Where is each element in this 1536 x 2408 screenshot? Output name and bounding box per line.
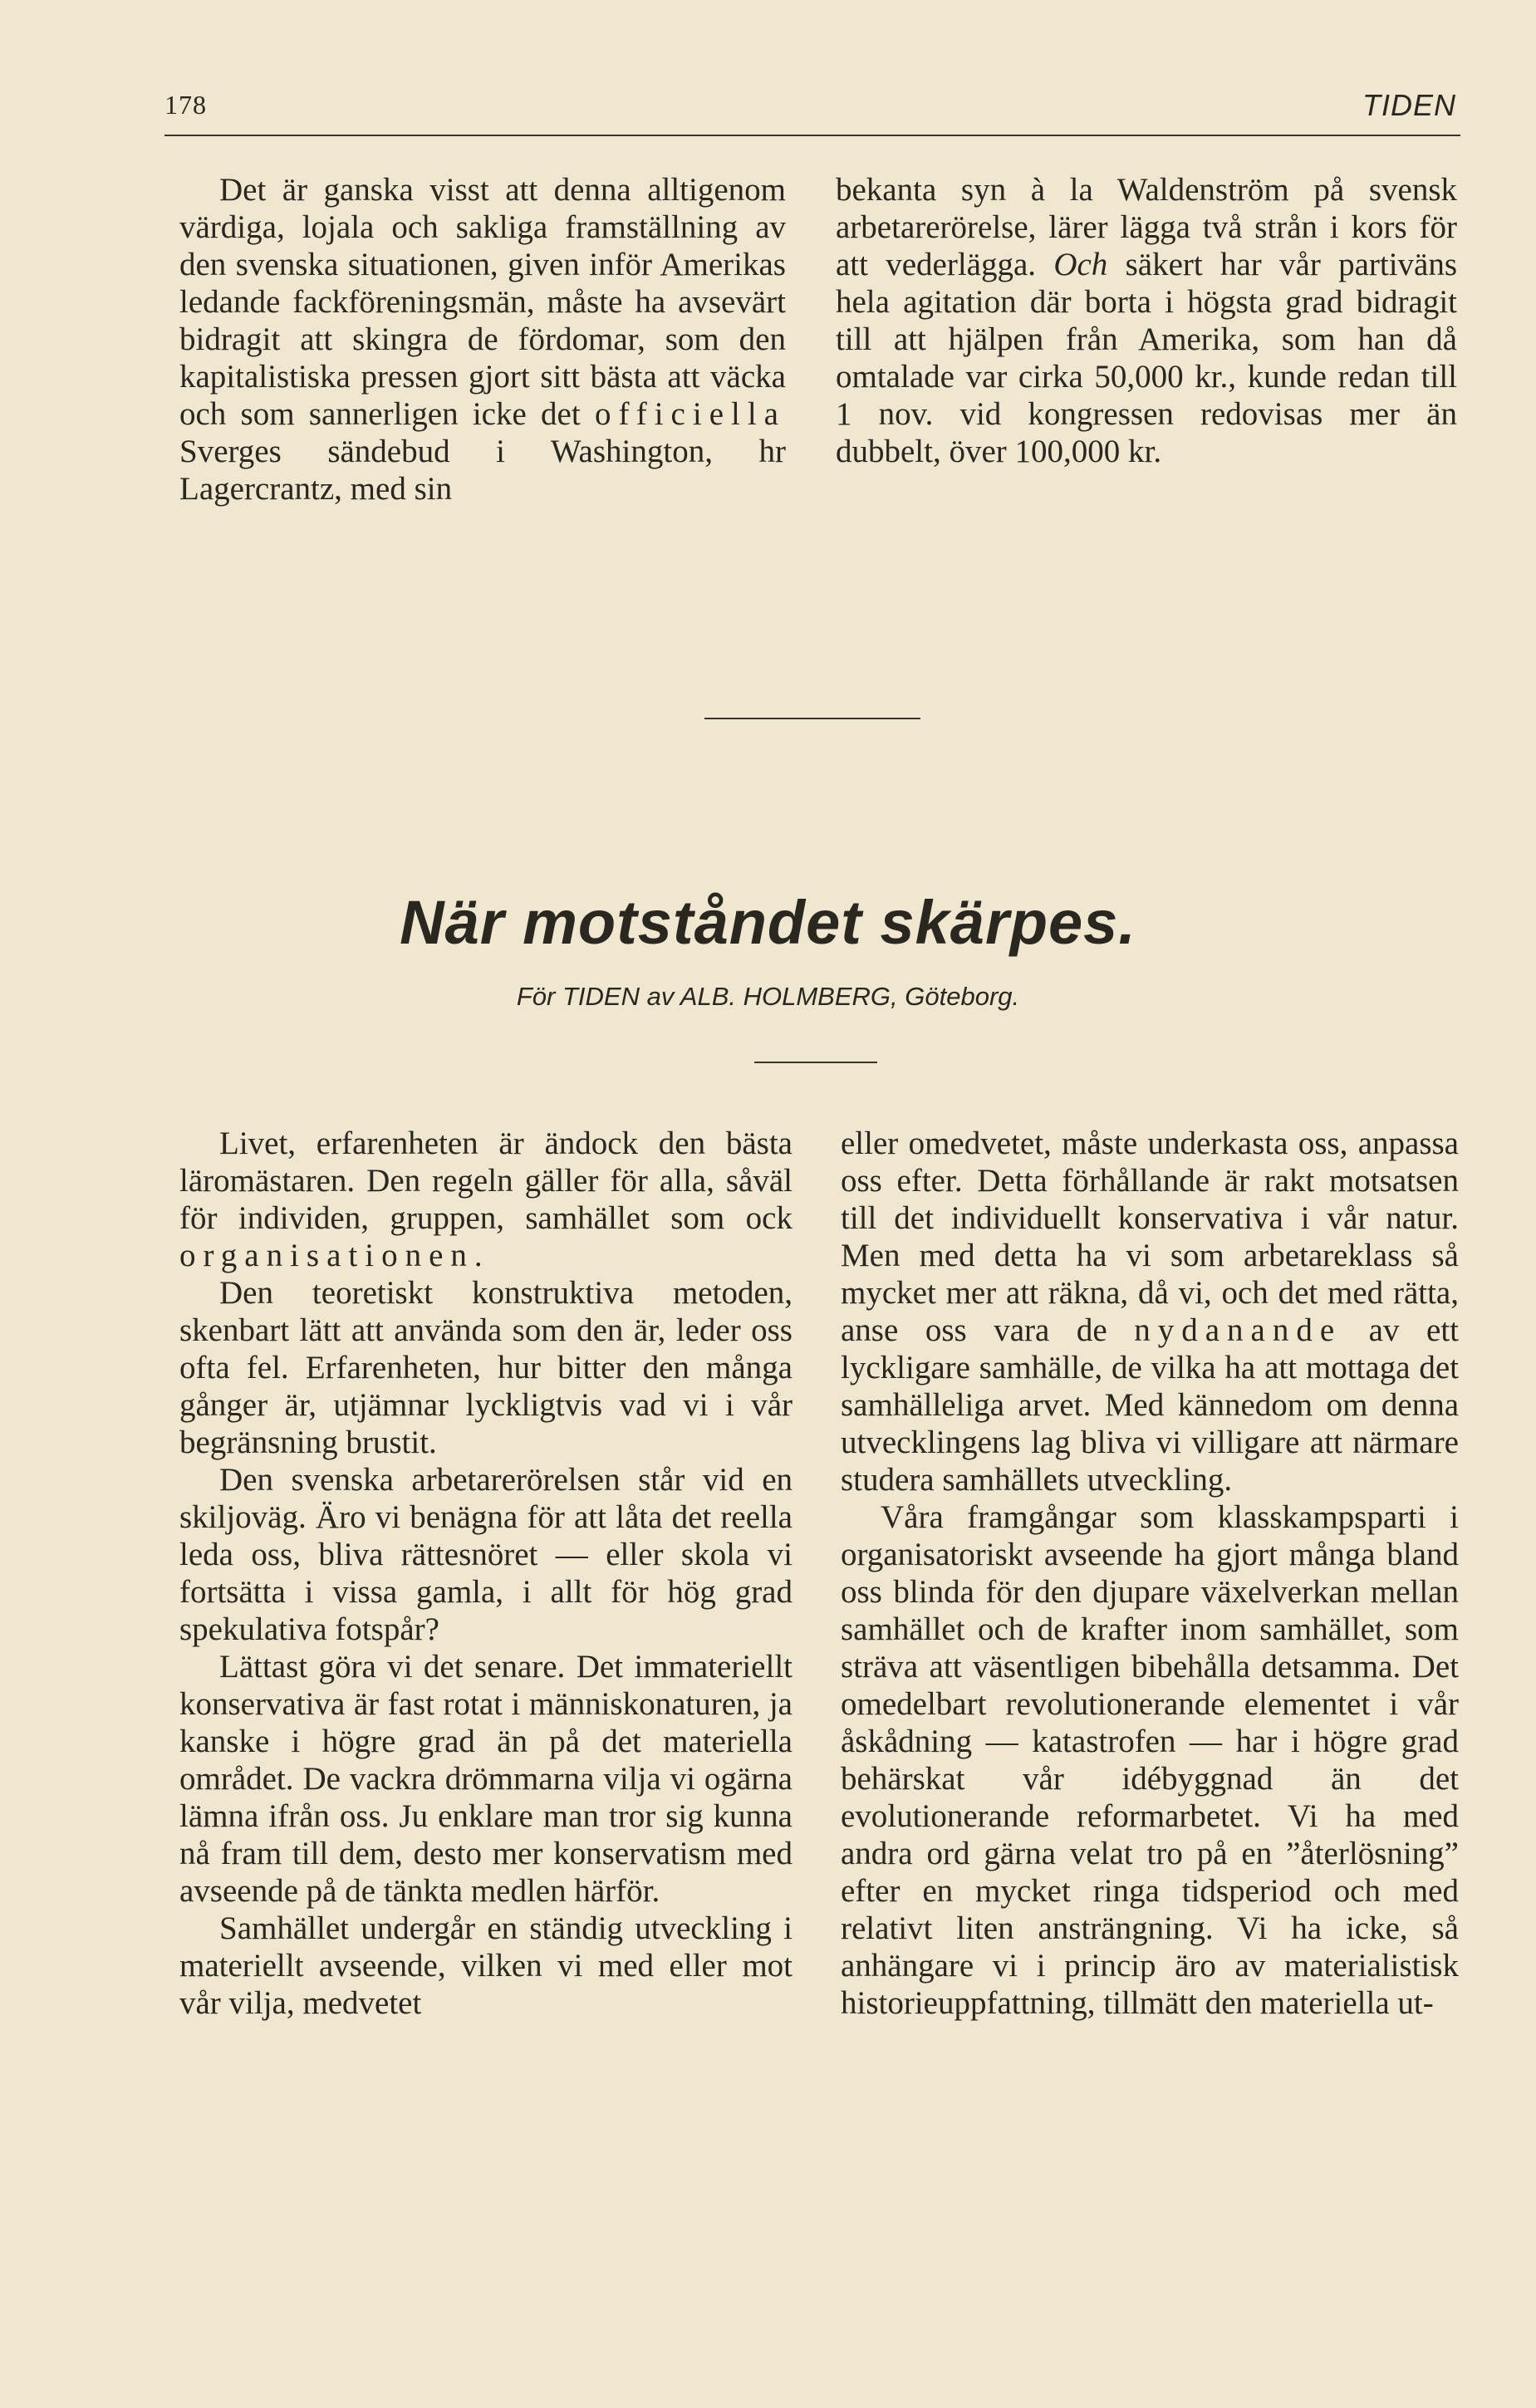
paragraph: Våra framgångar som klasskampsparti i organisatoriskt avseende ha gjort många bland oss blinda för den djupare växelverkan mellan samhället och de krafter inom samhället, som sträva att väsentligen bibehålla detsamma. Det omedelbart revolutionerande elementet i vår åskådning — katastrofen — har i högre grad behärskat vår idébyggnad än det evolutionerande reformarbetet. Vi ha med andra ord gärna velat tro på en ”återlösning” efter en mycket ringa tidsperiod och med relativt liten ansträngning. Vi ha icke, så anhängare vi i princip äro av materialistisk historieuppfattning, tillmätt den materiella ut-	[841, 1499, 1459, 2021]
previous-article-text: bekanta syn à la Waldenström på svensk arbetarerörelse, lärer lägga två strån i kors för att vederlägga.	[836, 172, 1457, 282]
page-number: 178	[164, 90, 207, 120]
article-left-column	[179, 1125, 793, 2022]
paragraph-text: Livet, erfarenheten är ändock den bästa läromästaren. Den regeln gäller för alla, såväl för individen, gruppen, samhället som ock	[179, 1126, 793, 1236]
article-byline: För TIDEN av ALB. HOLMBERG, Göteborg.	[516, 982, 1020, 1011]
paragraph	[841, 1125, 1459, 1498]
previous-article-paragraph	[179, 171, 786, 508]
emphasis-text: nydanande	[1134, 1312, 1342, 1348]
paragraph-text-end: av ett lyckligare samhälle, de vilka ha att mottaga det samhälleliga arvet. Med kännedom om denna utvecklingens lag bliva vi villigare att närmare studera samhällets utveckling.	[841, 1312, 1459, 1498]
header-rule	[164, 135, 1460, 136]
running-title: TIDEN	[1362, 88, 1456, 122]
article-title: När motståndet skärpes.	[400, 888, 1136, 957]
article-right-column	[841, 1125, 1459, 2022]
paragraph: Lättast göra vi det senare. Det immateriellt konservativa är fast rotat i människonaturen, ja kanske i högre grad än på det materiella området. De vackra drömmarna vilja vi ogärna lämna ifrån oss. Ju enklare man tror sig kunna nå fram till dem, desto mer konservatism med avseende på de tänkta medlen härför.	[179, 1649, 793, 1909]
title-divider	[754, 1062, 877, 1063]
paragraph: Den svenska arbetarerörelsen står vid en skiljoväg. Äro vi benägna för att låta det reella leda oss, bliva rättesnöret — eller skola vi fortsätta i vissa gamla, i allt för hög grad spekulativa fotspår?	[179, 1462, 793, 1647]
section-divider	[704, 718, 920, 719]
previous-article-text-end: säkert har vår partiväns hela agitation där borta i högsta grad bidragit till att hjälpen från Amerika, som han då omtalade var cirka 50,000 kr., kunde redan till 1 nov. vid kongressen redovisas mer än dubbelt, över 100,000 kr.	[836, 247, 1458, 469]
previous-article-right-column	[836, 171, 1457, 470]
previous-article-left-column	[179, 171, 786, 508]
paragraph: Den teoretiskt konstruktiva metoden, skenbart lätt att använda som den är, leder oss ofta fel. Erfarenheten, hur bitter den många gånger är, utjämnar lyckligtvis vad vi i vår begränsning brustit.	[179, 1275, 793, 1460]
emphasis-text: officiella	[594, 396, 786, 432]
previous-article-text-tail: Sverges sändebud i Washington, hr Lagercrantz, med sin	[179, 434, 786, 507]
paragraph-text: eller omedvetet, måste underkasta oss, anpassa oss efter. Detta förhållande är rakt motsatsen till det individuellt konservativa i vår natur. Men med detta ha vi som arbetareklass så mycket mer att räkna, då vi, och det med rätta, anse oss vara de	[841, 1126, 1459, 1348]
previous-article-text: Det är ganska visst att denna alltigenom värdiga, lojala och sakliga framställning av den svenska situationen, given inför Amerikas ledande fackföreningsmän, måste ha avsevärt bidragit att skingra de fördomar, som den kapitalistiska pressen gjort sitt bästa att väcka och som sannerligen icke det	[179, 172, 786, 432]
paragraph: Samhället undergår en ständig utveckling i materiellt avseende, vilken vi med eller mot vår vilja, medvetet	[179, 1910, 793, 2021]
emphasis-text: organisationen.	[179, 1238, 490, 1273]
italic-text: Och	[1053, 247, 1108, 282]
previous-article-paragraph	[836, 171, 1457, 470]
paragraph	[179, 1125, 793, 1274]
